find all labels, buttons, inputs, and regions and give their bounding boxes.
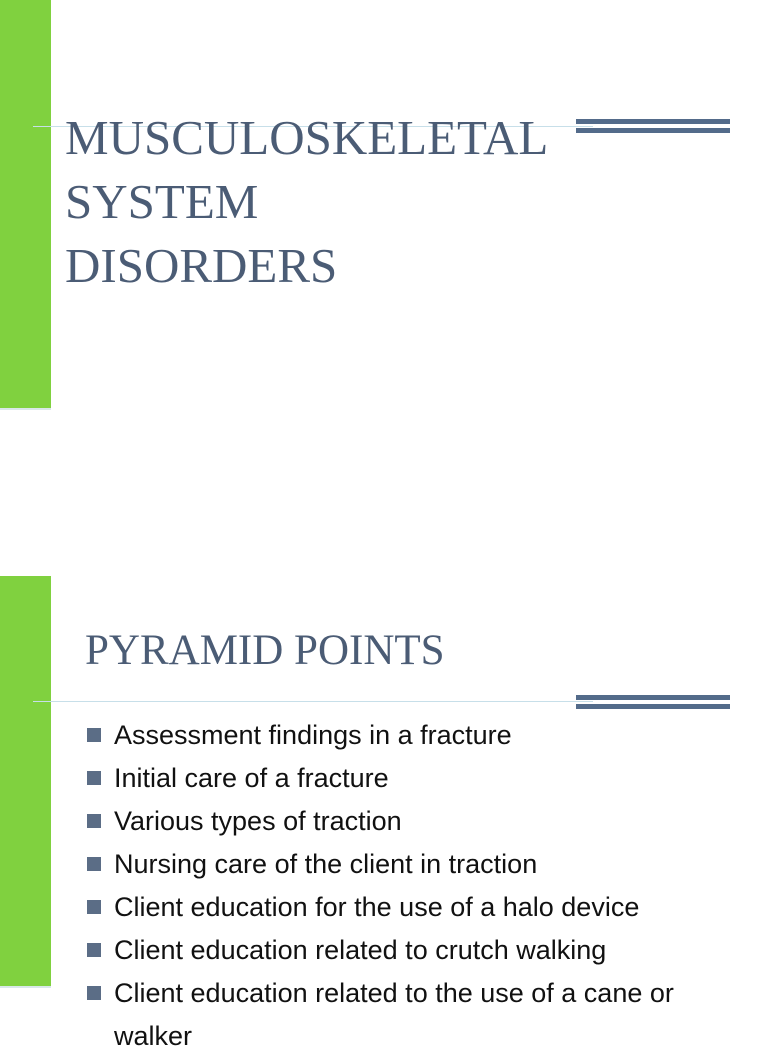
list-item-text: Various types of traction: [114, 806, 402, 836]
title-rule: [33, 701, 593, 702]
accent-green-bar: [0, 576, 51, 986]
ornament-bar-bottom: [576, 704, 730, 709]
square-bullet-icon: [87, 728, 101, 742]
list-item-text: Client education related to crutch walking: [114, 935, 607, 965]
title-line-3: DISORDERS: [65, 238, 338, 293]
list-item: [87, 843, 714, 886]
bullet-list: [87, 714, 714, 1058]
accent-bar-shadow: [0, 408, 51, 410]
slide-title-heading: [65, 106, 665, 298]
list-item-text: Client education related to the use of a cane or walker: [114, 978, 674, 1051]
list-item-text: Assessment findings in a fracture: [114, 720, 512, 750]
square-bullet-icon: [87, 986, 101, 1000]
slide-pyramid-points: [0, 576, 768, 1051]
title-line-2: SYSTEM: [65, 174, 259, 229]
slide-heading: PYRAMID POINTS: [85, 627, 445, 674]
accent-green-bar: [0, 0, 51, 408]
title-line-1: MUSCULOSKELETAL: [65, 110, 549, 165]
square-bullet-icon: [87, 814, 101, 828]
slide-title: [0, 0, 768, 410]
list-item: [87, 714, 714, 757]
square-bullet-icon: [87, 857, 101, 871]
list-item: [87, 929, 714, 972]
list-item: [87, 972, 714, 1058]
list-item-text: Initial care of a fracture: [114, 763, 389, 793]
square-bullet-icon: [87, 943, 101, 957]
ornament-bar-top: [576, 695, 730, 700]
square-bullet-icon: [87, 771, 101, 785]
list-item-text: Nursing care of the client in traction: [114, 849, 538, 879]
square-bullet-icon: [87, 900, 101, 914]
list-item: [87, 757, 714, 800]
list-item: [87, 886, 714, 929]
accent-bar-shadow: [0, 986, 51, 988]
list-item-text: Client education for the use of a halo device: [114, 892, 640, 922]
list-item: [87, 800, 714, 843]
